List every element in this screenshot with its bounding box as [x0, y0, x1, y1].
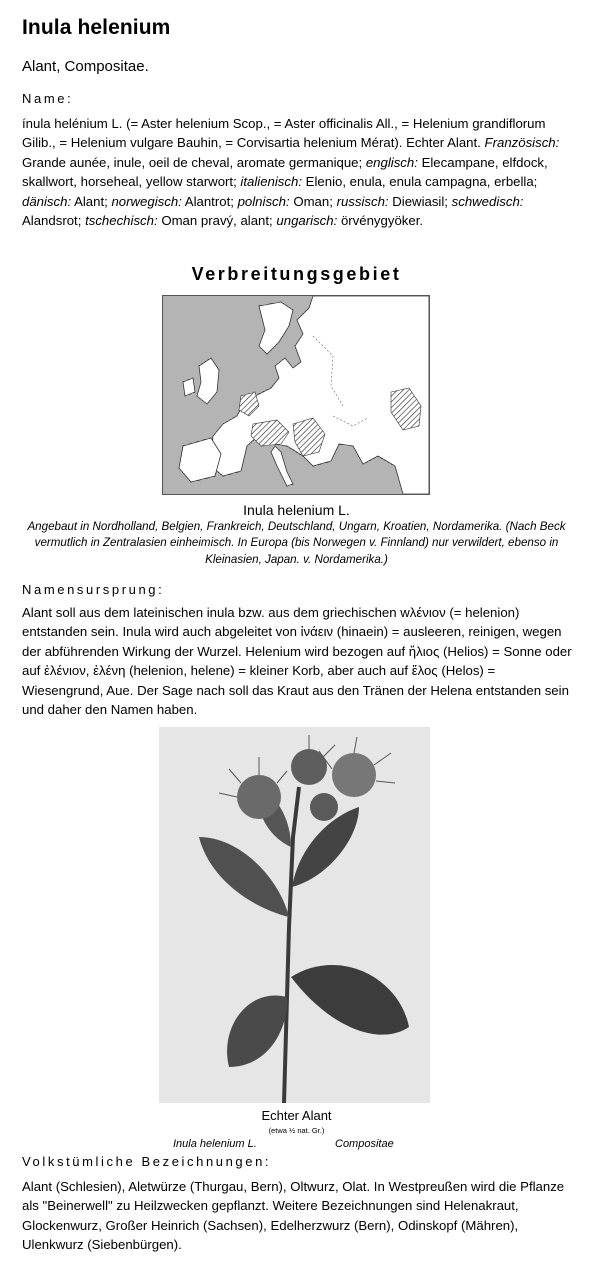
plant-photo: [159, 727, 430, 1103]
lang-value: Alant;: [74, 193, 108, 209]
lang-label: englisch:: [365, 154, 418, 170]
name-paragraph: [22, 114, 572, 230]
photo-scale: (etwa ½ nat. Gr.): [268, 1126, 325, 1135]
lang-value: Elenio, enula, enula campagna, erbella;: [305, 174, 538, 190]
photo-caption: Echter Alant: [261, 1108, 332, 1123]
lang-label: Französisch:: [484, 135, 560, 151]
photo-family: Compositae: [335, 1138, 394, 1150]
map-caption-title: Inula helenium L.: [243, 502, 350, 518]
plant-illustration: [159, 727, 430, 1103]
lang-value: Diewiasil;: [392, 193, 448, 209]
page-title: Inula helenium: [22, 16, 171, 39]
page-subtitle: Alant, Compositae.: [22, 58, 149, 75]
lang-value: örvénygyöker.: [340, 213, 424, 229]
name-heading: Name:: [22, 91, 74, 106]
latin-synonyms: ínula helénium L. (= Aster helenium Scop., = Aster officinalis All., = Helenium grandiflorum Gilib., = Helenium vulgare Bauhin, = Corvisartia helenium Mérat). Echter Alant.: [22, 116, 546, 151]
lang-label: russisch:: [336, 193, 389, 209]
lang-label: schwedisch:: [451, 193, 524, 209]
lang-value: Alandsrot;: [22, 213, 82, 229]
europe-map-graphic: [163, 296, 429, 494]
flower-head: [237, 775, 281, 819]
lang-label: polnisch:: [237, 193, 290, 209]
origin-heading: Namensursprung:: [22, 582, 165, 597]
lang-value: Alantrot;: [184, 193, 234, 209]
lang-label: ungarisch:: [276, 213, 338, 229]
lang-label: norwegisch:: [111, 193, 182, 209]
lang-value: Elecampane, elfdock, skallwort, horseheal, yellow starwort;: [22, 154, 548, 190]
distribution-map: [162, 295, 430, 495]
map-caption: Angebaut in Nordholland, Belgien, Frankreich, Deutschland, Ungarn, Kroatien, Nordamerika. (Nach Beck vermutlich in Zentralasien einheimisch. In Europa (bis Norwegen v. Finnland) nur verwildert, ebenso in Kleinasien, Japan. v. Nordamerika.): [27, 520, 566, 566]
lang-label: tschechisch:: [85, 213, 158, 229]
flower-head: [310, 793, 338, 821]
photo-latin-name: Inula helenium L.: [173, 1138, 257, 1150]
origin-paragraph: Alant soll aus dem lateinischen inula bzw. aus dem griechischen wλένιον (= helenion) entstanden sein. Inula wird auch abgeleitet von ἰνάειν (hinaein) = ausleeren, reinigen, wegen der abführenden Wirkung der Wurzel. Helenium wird bezogen auf ἥλιος (Helios) = Sonne oder auf ἐλένιον, ἐλένη (helenion, helene) = kleiner Korb, aber auch auf ἕλος (Helos) = Wiesengrund, Aue. Der Sage nach soll das Kraut aus den Tränen der Helena entstanden sein und daher den Namen haben.: [22, 605, 572, 718]
lang-value: Oman;: [293, 193, 333, 209]
folk-names-heading: Volkstümliche Bezeichnungen:: [22, 1154, 272, 1169]
lang-label: italienisch:: [240, 174, 302, 190]
lang-label: dänisch:: [22, 193, 72, 209]
lang-value: Grande aunée, inule, oeil de cheval, aromate germanique;: [22, 154, 363, 170]
lang-value: Oman pravý, alant;: [161, 213, 273, 229]
folk-names-paragraph: Alant (Schlesien), Aletwürze (Thurgau, Bern), Oltwurz, Olat. In Westpreußen wird die Pflanze als "Beinerwell" zu Heilzwecken gepflanzt. Weitere Bezeichnungen sind Helenakraut, Glockenwurz, Großer Heinrich (Sachsen), Edelherzwurz (Bern), Odinskopf (Mähren), Ulenkwurz (Siebenbürgen).: [22, 1179, 565, 1253]
distribution-heading: Verbreitungsgebiet: [191, 264, 402, 284]
flower-head: [332, 753, 376, 797]
